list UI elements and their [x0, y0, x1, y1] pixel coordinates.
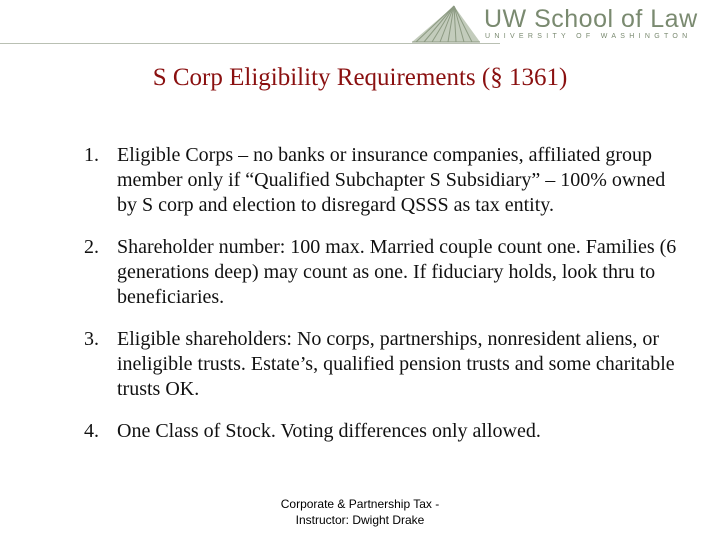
footer-instructor: Instructor: Dwight Drake	[295, 513, 425, 527]
slide-title: S Corp Eligibility Requirements (§ 1361)	[152, 64, 568, 91]
requirement-number: 3.	[84, 328, 99, 350]
requirement-item	[84, 419, 680, 444]
requirement-item	[84, 143, 680, 218]
uw-law-logo	[410, 4, 710, 44]
requirement-text: Shareholder number: 100 max. Married couple count one. Families (6 generations deep) may count as one. If fiduciary holds, look thru to beneficiaries.	[117, 236, 677, 308]
slide-footer	[0, 496, 720, 528]
requirement-item	[84, 235, 680, 310]
requirement-text: Eligible Corps – no banks or insurance companies, affiliated group member only if “Qualified Subchapter S Subsidiary” – 100% owned by S corp and election to disregard QSSS as tax entity.	[117, 144, 666, 216]
requirements-list	[84, 143, 680, 461]
requirement-text: One Class of Stock. Voting differences only allowed.	[117, 420, 541, 442]
uw-fan-icon	[410, 4, 482, 44]
requirement-number: 2.	[84, 236, 99, 258]
requirement-item	[84, 327, 680, 402]
footer-course: Corporate & Partnership Tax -	[280, 497, 440, 511]
header-divider	[0, 43, 500, 44]
requirement-text: Eligible shareholders: No corps, partnerships, nonresident aliens, or ineligible trusts. Estate’s, qualified pension trusts and some charitable trusts OK.	[117, 328, 675, 400]
requirement-number: 4.	[84, 420, 99, 442]
logo-subtitle: UNIVERSITY OF WASHINGTON	[485, 33, 692, 40]
logo-title: UW School of Law	[484, 5, 698, 33]
requirement-number: 1.	[84, 144, 99, 166]
